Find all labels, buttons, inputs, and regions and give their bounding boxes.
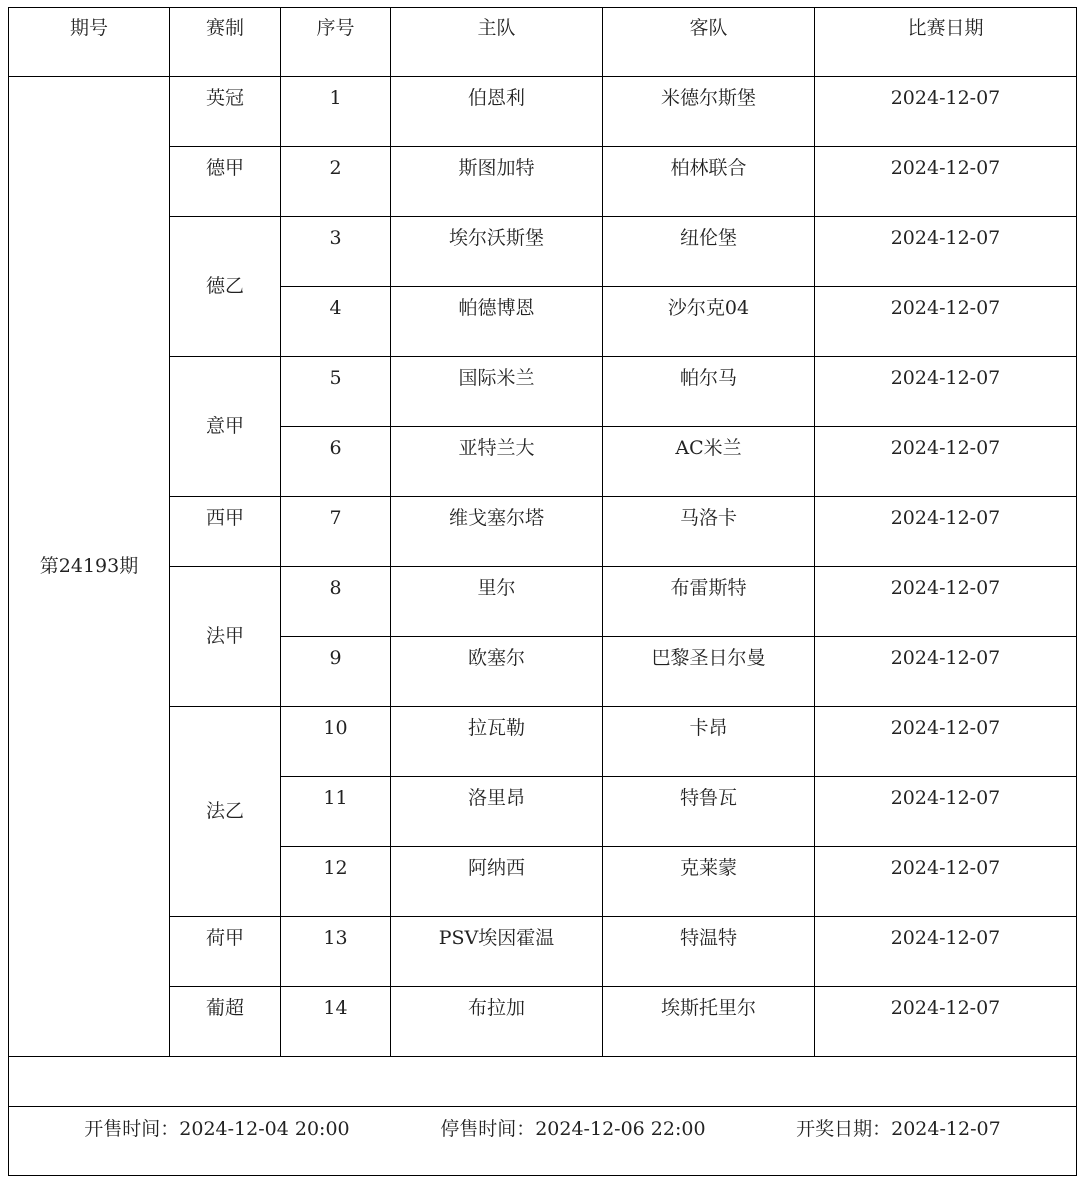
home-team-cell: PSV埃因霍温 <box>391 917 603 987</box>
away-team-cell: AC米兰 <box>603 427 815 497</box>
seq-cell: 11 <box>281 777 391 847</box>
away-team-cell: 卡昂 <box>603 707 815 777</box>
home-team-cell: 帕德博恩 <box>391 287 603 357</box>
seq-cell: 2 <box>281 147 391 217</box>
sale-stop-time: 停售时间：2024-12-06 22:00 <box>440 1117 706 1140</box>
home-team-cell: 国际米兰 <box>391 357 603 427</box>
league-cell: 英冠 <box>170 77 281 147</box>
table-row <box>9 567 1077 637</box>
schedule-body <box>9 77 1077 1057</box>
match-date-cell: 2024-12-07 <box>815 77 1077 147</box>
seq-cell: 10 <box>281 707 391 777</box>
match-date-cell: 2024-12-07 <box>815 427 1077 497</box>
home-team-cell: 里尔 <box>391 567 603 637</box>
match-date-cell: 2024-12-07 <box>815 287 1077 357</box>
league-cell: 德乙 <box>170 217 281 357</box>
home-team-cell: 埃尔沃斯堡 <box>391 217 603 287</box>
home-team-cell: 斯图加特 <box>391 147 603 217</box>
table-row <box>9 917 1077 987</box>
home-team-cell: 阿纳西 <box>391 847 603 917</box>
seq-cell: 4 <box>281 287 391 357</box>
match-date-cell: 2024-12-07 <box>815 567 1077 637</box>
header-league: 赛制 <box>170 8 281 77</box>
table-row <box>9 147 1077 217</box>
table-row <box>9 217 1077 287</box>
match-date-cell: 2024-12-07 <box>815 217 1077 287</box>
away-team-cell: 特温特 <box>603 917 815 987</box>
seq-cell: 7 <box>281 497 391 567</box>
seq-cell: 9 <box>281 637 391 707</box>
table-row <box>9 707 1077 777</box>
match-date-cell: 2024-12-07 <box>815 147 1077 217</box>
header-home: 主队 <box>391 8 603 77</box>
away-team-cell: 帕尔马 <box>603 357 815 427</box>
seq-cell: 6 <box>281 427 391 497</box>
home-team-cell: 洛里昂 <box>391 777 603 847</box>
away-team-cell: 柏林联合 <box>603 147 815 217</box>
match-date-cell: 2024-12-07 <box>815 497 1077 567</box>
seq-cell: 14 <box>281 987 391 1057</box>
match-date-cell: 2024-12-07 <box>815 357 1077 427</box>
away-team-cell: 沙尔克04 <box>603 287 815 357</box>
header-date: 比赛日期 <box>815 8 1077 77</box>
match-date-cell: 2024-12-07 <box>815 637 1077 707</box>
seq-cell: 3 <box>281 217 391 287</box>
seq-cell: 1 <box>281 77 391 147</box>
period-cell: 第24193期 <box>9 77 170 1057</box>
footer-row <box>9 1107 1077 1176</box>
sale-start-time: 开售时间：2024-12-04 20:00 <box>84 1117 350 1140</box>
home-team-cell: 布拉加 <box>391 987 603 1057</box>
league-cell: 法甲 <box>170 567 281 707</box>
away-team-cell: 巴黎圣日尔曼 <box>603 637 815 707</box>
league-cell: 法乙 <box>170 707 281 917</box>
league-cell: 德甲 <box>170 147 281 217</box>
home-team-cell: 伯恩利 <box>391 77 603 147</box>
match-date-cell: 2024-12-07 <box>815 707 1077 777</box>
match-date-cell: 2024-12-07 <box>815 847 1077 917</box>
draw-date: 开奖日期：2024-12-07 <box>796 1117 1001 1140</box>
match-date-cell: 2024-12-07 <box>815 777 1077 847</box>
away-team-cell: 克莱蒙 <box>603 847 815 917</box>
match-date-cell: 2024-12-07 <box>815 917 1077 987</box>
league-cell: 荷甲 <box>170 917 281 987</box>
header-away: 客队 <box>603 8 815 77</box>
seq-cell: 13 <box>281 917 391 987</box>
away-team-cell: 米德尔斯堡 <box>603 77 815 147</box>
seq-cell: 5 <box>281 357 391 427</box>
header-row <box>9 8 1077 77</box>
header-period: 期号 <box>9 8 170 77</box>
footer-cell <box>9 1107 1077 1176</box>
table-row <box>9 357 1077 427</box>
blank-cell <box>9 1057 1077 1107</box>
header-seq: 序号 <box>281 8 391 77</box>
table-row <box>9 497 1077 567</box>
home-team-cell: 亚特兰大 <box>391 427 603 497</box>
league-cell: 西甲 <box>170 497 281 567</box>
away-team-cell: 特鲁瓦 <box>603 777 815 847</box>
away-team-cell: 埃斯托里尔 <box>603 987 815 1057</box>
table-row <box>9 987 1077 1057</box>
league-cell: 意甲 <box>170 357 281 497</box>
seq-cell: 8 <box>281 567 391 637</box>
table-row <box>9 77 1077 147</box>
away-team-cell: 布雷斯特 <box>603 567 815 637</box>
league-cell: 葡超 <box>170 987 281 1057</box>
home-team-cell: 欧塞尔 <box>391 637 603 707</box>
footer-info <box>9 1117 1076 1140</box>
match-schedule-table <box>8 7 1077 1176</box>
away-team-cell: 纽伦堡 <box>603 217 815 287</box>
blank-row <box>9 1057 1077 1107</box>
match-date-cell: 2024-12-07 <box>815 987 1077 1057</box>
home-team-cell: 维戈塞尔塔 <box>391 497 603 567</box>
seq-cell: 12 <box>281 847 391 917</box>
home-team-cell: 拉瓦勒 <box>391 707 603 777</box>
away-team-cell: 马洛卡 <box>603 497 815 567</box>
